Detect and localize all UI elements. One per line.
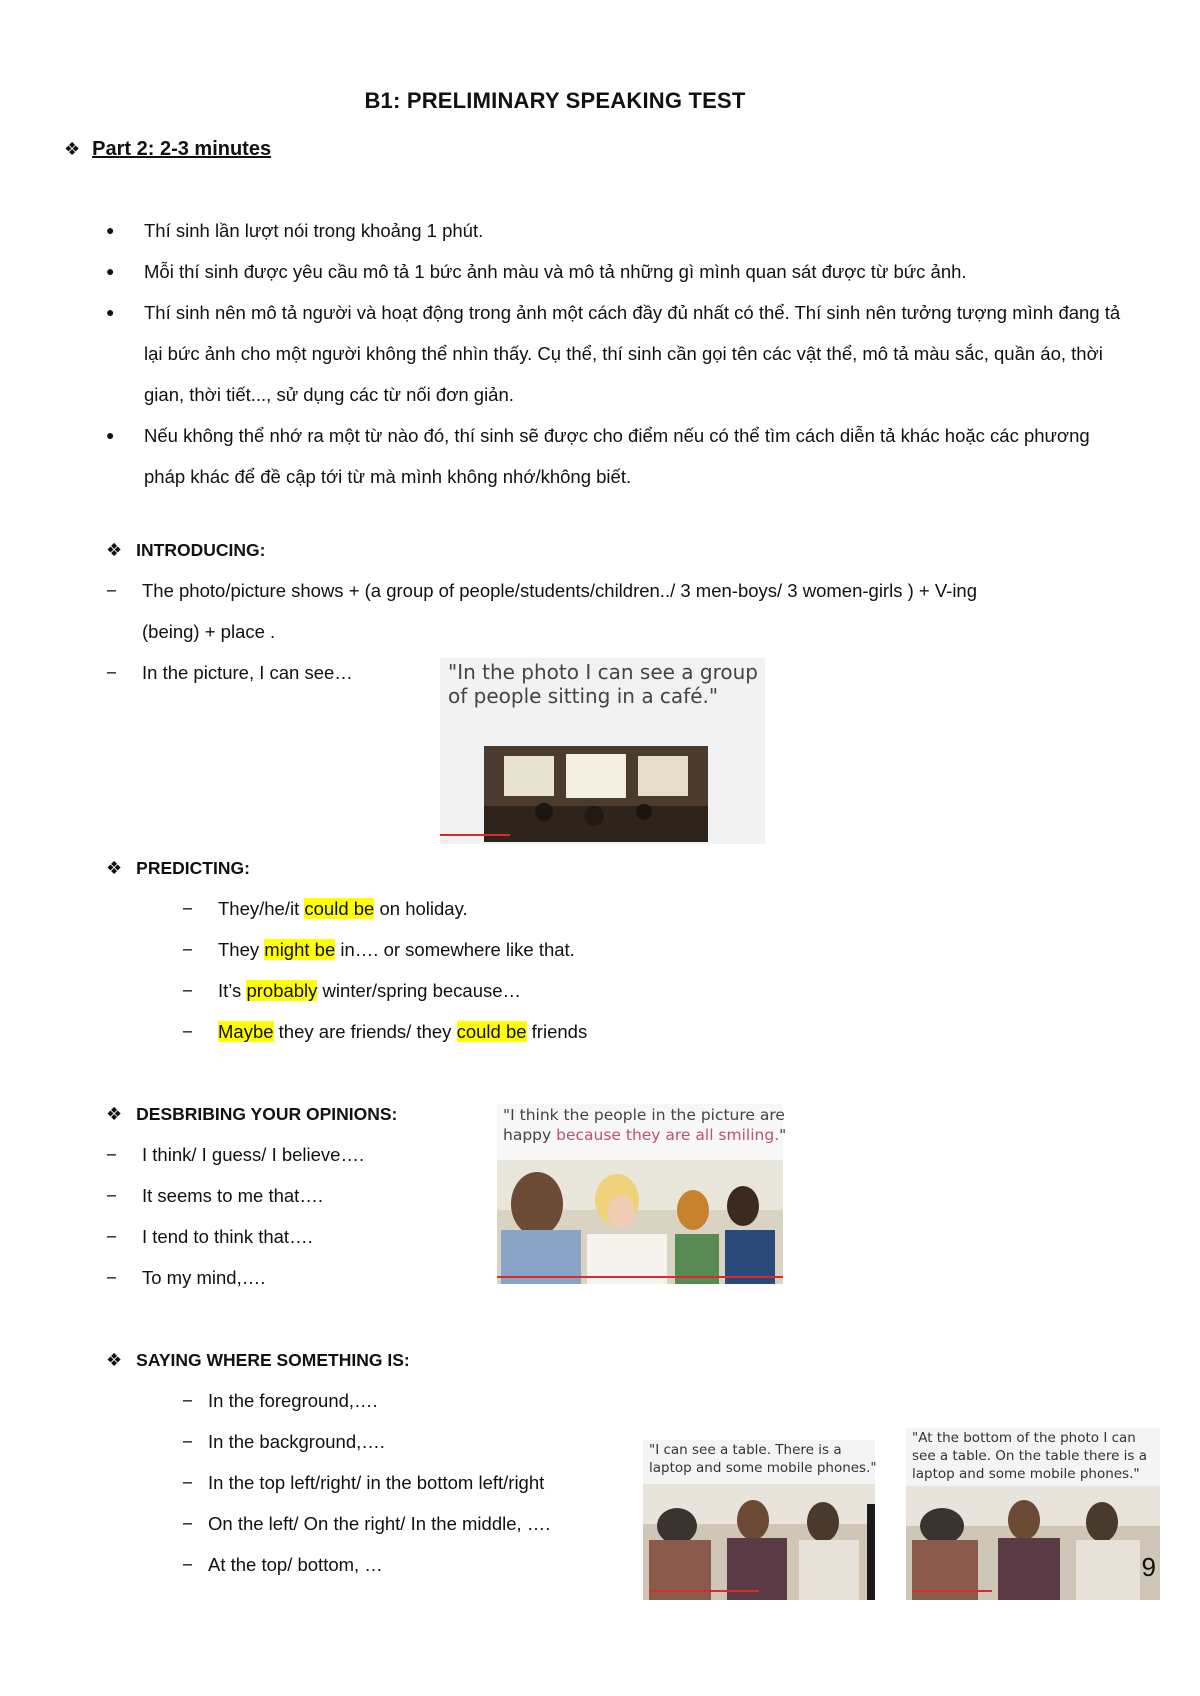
introducing-line-1-cont: (being) + place . xyxy=(142,621,276,642)
diamond-bullet-icon: ❖ xyxy=(106,1104,123,1124)
friends-photo-b: "At the bottom of the photo I can see a table. On the table there is a laptop and some mobile phones." xyxy=(906,1428,1160,1600)
dash-icon: − xyxy=(106,1267,117,1288)
where-item: − On the left/ On the right/ In the middle, …. xyxy=(182,1513,551,1534)
opinions-heading: ❖ DESBRIBING YOUR OPINIONS: xyxy=(106,1104,398,1124)
part-label: Part 2: 2-3 minutes xyxy=(92,138,272,160)
dash-icon: − xyxy=(106,1226,117,1247)
dash-icon: − xyxy=(182,1390,193,1411)
students-image xyxy=(497,1160,783,1284)
dash-icon: − xyxy=(182,1554,193,1575)
cafe-image xyxy=(484,746,708,842)
dash-icon: − xyxy=(182,1472,193,1493)
dash-icon: − xyxy=(182,898,193,919)
dash-icon: − xyxy=(182,980,193,1001)
where-heading: ❖ SAYING WHERE SOMETHING IS: xyxy=(106,1350,410,1370)
instructions-list xyxy=(106,210,1126,497)
opinions-item: − I tend to think that…. xyxy=(106,1226,313,1247)
dash-icon: − xyxy=(182,1431,193,1452)
diamond-bullet-icon: ❖ xyxy=(106,540,123,560)
friends-image-a xyxy=(643,1484,875,1600)
opinions-item: − To my mind,…. xyxy=(106,1267,266,1288)
dash-icon: − xyxy=(106,580,117,601)
progress-line xyxy=(497,1276,783,1278)
list-item: ● Nếu không thể nhớ ra một từ nào đó, thí sinh sẽ được cho điểm nếu có thể tìm cách diễn tả khác hoặc các phương pháp khác để đề cập tới từ mà mình không nhớ/không biết. xyxy=(106,415,1126,497)
list-item: ● Thí sinh lần lượt nói trong khoảng 1 phút. xyxy=(106,210,1126,251)
introducing-line-2: − In the picture, I can see… xyxy=(106,662,353,683)
bullet-dot-icon: ● xyxy=(106,304,115,320)
list-item: ● Thí sinh nên mô tả người và hoạt động trong ảnh một cách đầy đủ nhất có thể. Thí sinh nên tưởng tượng mình đang tả lại bức ảnh cho một người không thể nhìn thấy. Cụ thể, thí sinh cần gọi tên các vật thể, mô tả màu sắc, quần áo, thời gian, thời tiết..., sử dụng các từ nối đơn giản. xyxy=(106,292,1126,415)
cafe-photo: "In the photo I can see a group of people sitting in a café." xyxy=(440,658,765,844)
dash-icon: − xyxy=(106,1185,117,1206)
where-item: − In the top left/right/ in the bottom left/right xyxy=(182,1472,545,1493)
page-number: 9 xyxy=(1141,1552,1156,1582)
introducing-heading: ❖ INTRODUCING: xyxy=(106,540,266,560)
friends-photo-a: "I can see a table. There is a laptop and some mobile phones." xyxy=(643,1440,875,1600)
predicting-line-2: − They might be in…. or somewhere like that. xyxy=(182,939,575,960)
opinions-item: − It seems to me that…. xyxy=(106,1185,323,1206)
where-item: − In the foreground,…. xyxy=(182,1390,378,1411)
diamond-bullet-icon: ❖ xyxy=(106,1350,123,1370)
bullet-dot-icon: ● xyxy=(106,427,115,443)
dash-icon: − xyxy=(182,939,193,960)
dash-icon: − xyxy=(182,1021,193,1042)
diamond-bullet-icon: ❖ xyxy=(106,858,123,878)
progress-line xyxy=(649,1590,759,1592)
bullet-dot-icon: ● xyxy=(106,263,115,279)
predicting-line-4: − Maybe they are friends/ they could be friends xyxy=(182,1021,588,1042)
list-item: ● Mỗi thí sinh được yêu cầu mô tả 1 bức ảnh màu và mô tả những gì mình quan sát được từ bức ảnh. xyxy=(106,251,1126,292)
part-heading xyxy=(64,138,271,161)
dash-icon: − xyxy=(106,662,117,683)
introducing-line-1: − The photo/picture shows + (a group of people/students/children../ 3 men-boys/ 3 women-girls ) + V-ing xyxy=(106,580,978,601)
predicting-line-1: − They/he/it could be on holiday. xyxy=(182,898,468,919)
progress-line xyxy=(440,834,510,836)
bullet-dot-icon: ● xyxy=(106,222,115,238)
opinions-item: − I think/ I guess/ I believe…. xyxy=(106,1144,365,1165)
predicting-heading: ❖ PREDICTING: xyxy=(106,858,250,878)
where-item: − In the background,…. xyxy=(182,1431,385,1452)
students-photo: "I think the people in the picture are happy because they are all smiling." xyxy=(497,1104,783,1284)
friends-image-b xyxy=(906,1486,1160,1600)
page-title: B1: PRELIMINARY SPEAKING TEST xyxy=(364,88,746,113)
dash-icon: − xyxy=(182,1513,193,1534)
predicting-line-3: − It’s probably winter/spring because… xyxy=(182,980,522,1001)
diamond-bullet-icon: ❖ xyxy=(64,139,81,159)
progress-line xyxy=(912,1590,992,1592)
where-item: − At the top/ bottom, … xyxy=(182,1554,383,1575)
dash-icon: − xyxy=(106,1144,117,1165)
